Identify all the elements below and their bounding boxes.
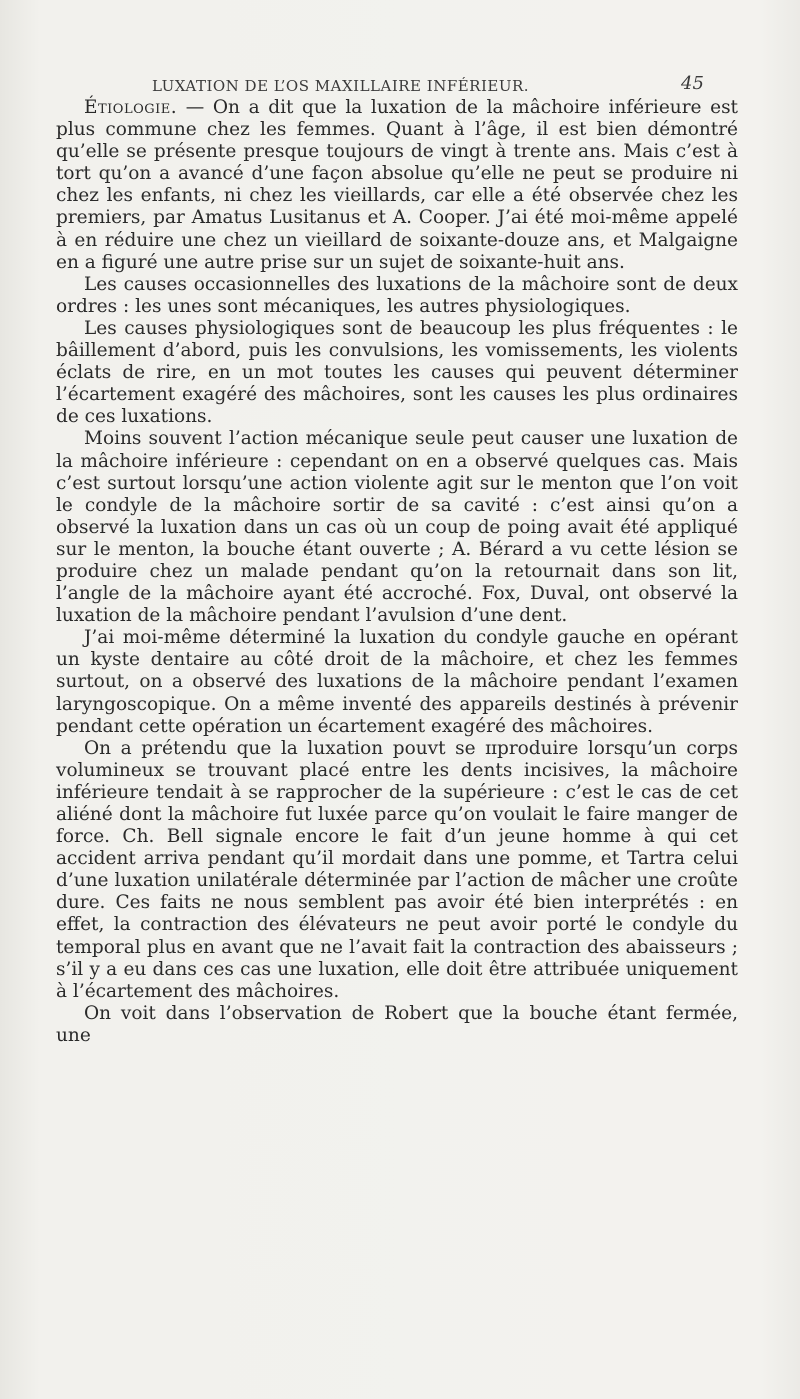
running-title: LUXATION DE L’OS MAXILLAIRE INFÉRIEUR. bbox=[152, 77, 530, 95]
paragraph: J’ai moi-même déterminé la luxation du condyle gauche en opérant un kyste dentaire au côté droit de la mâchoire, et chez les femmes surtout, on a observé des luxations de la mâchoire pendant l’examen laryngoscopique. On a même inventé des appareils destinés à prévenir pendant cette opération un écartement exagéré des mâchoires. bbox=[56, 627, 738, 737]
paragraph: On voit dans l’observation de Robert que la bouche étant fermée, une bbox=[56, 1002, 738, 1046]
paragraph: Moins souvent l’action mécanique seule peut causer une luxation de la mâchoire inférieure : cependant on en a observé quelques cas. Mais c’est surtout lorsqu’une action violente agit sur le menton que l’on voit le condyle de la mâchoire sortir de sa cavité : c’est ainsi qu’on a observé la luxation dans un cas où un coup de poing avait été appliqué sur le menton, la bouche étant ouverte ; A. Bérard a vu cette lésion se produire chez un malade pendant qu’on la retournait dans son lit, l’angle de la mâchoire ayant été accroché. Fox, Duval, ont observé la luxation de la mâchoire pendant l’avulsion d’une dent. bbox=[56, 428, 738, 627]
paragraph-etiologie bbox=[56, 97, 738, 274]
paragraph-text: — On a dit que la luxation de la mâchoire inférieure est plus commune chez les femmes. Quant à l’âge, il est bien démontré qu’elle se présente presque toujours de vingt à trente ans. Mais c’est à tort qu’on a avancé d’une façon absolue qu’elle ne peut se produire ni chez les enfants, ni chez les vieillards, car elle a été observée chez les premiers, par Amatus Lusitanus et A. Cooper. J’ai été moi-même appelé à en réduire une chez un vieillard de soixante-douze ans, et Malgaigne en a figuré une autre prise sur un sujet de soixante-huit ans. bbox=[56, 97, 738, 273]
paragraph: Les causes occasionnelles des luxations de la mâchoire sont de deux ordres : les unes sont mécaniques, les autres physiologiques. bbox=[56, 273, 738, 317]
paragraph: Les causes physiologiques sont de beaucoup les plus fréquentes : le bâillement d’abord, puis les convulsions, les vomissements, les violents éclats de rire, en un mot toutes les causes qui peuvent déterminer l’écartement exagéré des mâchoires, sont les causes les plus ordinaires de ces luxations. bbox=[56, 317, 738, 428]
body-text bbox=[56, 97, 738, 1047]
section-heading: Étiologie. bbox=[84, 97, 178, 118]
paragraph: On a prétendu que la luxation pouvt se ɪɪproduire lorsqu’un corps volumineux se trouvant placé entre les dents incisives, la mâchoire inférieure tendait à se rapprocher de la supérieure : c’est le cas de cet aliéné dont la mâchoire fut luxée parce qu’on voulait le faire manger de force. Ch. Bell signale encore le fait d’un jeune homme à qui cet accident arriva pendant qu’il mordait dans une pomme, et Tartra celui d’une luxation unilatérale déterminée par l’action de mâcher une croûte dure. Ces faits ne nous semblent pas avoir été bien interprétés : en effet, la contraction des élévateurs ne peut avoir porté le condyle du temporal plus en avant que ne l’avait fait la contraction des abaisseurs ; s’il y a eu dans ces cas une luxation, elle doit être attribuée uniquement à l’écartement des mâchoires. bbox=[56, 737, 738, 1002]
page-number: 45 bbox=[681, 73, 704, 94]
